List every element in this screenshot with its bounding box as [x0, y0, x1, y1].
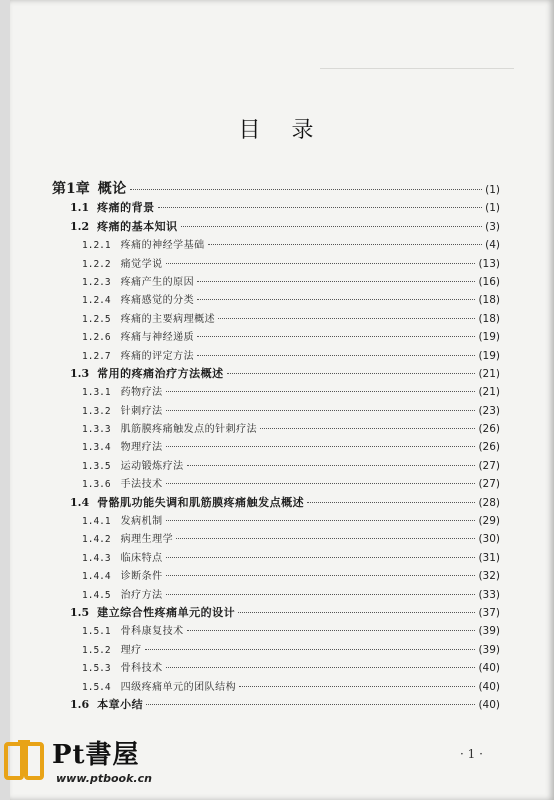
toc-entry-page: (40)	[478, 662, 500, 675]
toc-sub-entry[interactable]	[52, 512, 500, 530]
dot-leader	[218, 317, 475, 319]
toc-sub-entry[interactable]	[52, 678, 500, 696]
page-number: · 1 ·	[460, 747, 483, 761]
toc-entry-label: 发病机制	[120, 516, 163, 528]
toc-section-entry[interactable]	[52, 199, 500, 217]
dot-leader	[181, 225, 482, 227]
dot-leader	[166, 556, 476, 558]
dot-leader	[166, 262, 476, 264]
toc-entry-page: (31)	[478, 551, 500, 564]
toc-entry-number: 1.2.4	[82, 295, 111, 307]
toc-entry-page: (1)	[485, 202, 500, 215]
toc-sub-entry[interactable]	[52, 420, 500, 438]
toc-entry-label: 骨骼肌功能失调和肌筋膜疼痛触发点概述	[97, 495, 305, 509]
dot-leader	[130, 188, 482, 190]
toc-entry-page: (23)	[478, 404, 500, 417]
toc-entry-number: 1.4.3	[82, 552, 111, 564]
dot-leader	[197, 280, 475, 282]
dot-leader	[166, 666, 476, 668]
toc-entry-label: 肌筋膜疼痛触发点的针刺疗法	[120, 424, 258, 436]
toc-entry-page: (26)	[478, 441, 500, 454]
toc-entry-label: 疼痛的神经学基础	[120, 240, 205, 252]
toc-entry-number: 1.3.6	[82, 479, 111, 491]
toc-sub-entry[interactable]	[52, 402, 500, 420]
toc-entry-label: 物理疗法	[120, 442, 163, 454]
book-page	[10, 0, 554, 800]
toc-entry-number: 1.3.2	[82, 405, 111, 417]
toc-sub-entry[interactable]	[52, 475, 500, 493]
toc-entry-page: (18)	[478, 294, 500, 307]
toc-entry-label: 建立综合性疼痛单元的设计	[97, 605, 236, 619]
toc-entry-label: 疼痛的基本知识	[97, 219, 178, 233]
toc-entry-label: 临床特点	[120, 552, 163, 564]
toc-entry-page: (30)	[478, 533, 500, 546]
toc-entry-page: (27)	[478, 478, 500, 491]
toc-entry-label: 针刺疗法	[120, 405, 163, 417]
toc-entry-number: 1.3	[70, 366, 90, 380]
dot-leader	[158, 206, 482, 208]
toc-entry-label: 疼痛的主要病理概述	[120, 313, 216, 325]
toc-section-entry[interactable]	[52, 218, 500, 236]
toc-sub-entry[interactable]	[52, 567, 500, 585]
toc-entry-label: 疼痛与神经递质	[120, 332, 195, 344]
toc-section-entry[interactable]	[52, 604, 500, 622]
toc-entry-label: 骨科康复技术	[120, 626, 184, 638]
toc-sub-entry[interactable]	[52, 236, 500, 254]
toc-entry-number: 1.4.4	[82, 571, 111, 583]
toc-entry-number: 1.4.1	[82, 516, 111, 528]
toc-entry-page: (39)	[478, 643, 500, 656]
toc-entry-page: (26)	[478, 423, 500, 436]
toc-entry-number: 1.2.2	[82, 258, 111, 270]
toc-entry-page: (29)	[478, 515, 500, 528]
toc-entry-page: (32)	[478, 570, 500, 583]
dot-leader	[166, 519, 476, 521]
toc-section-entry[interactable]	[52, 365, 500, 383]
toc-sub-entry[interactable]	[52, 255, 500, 273]
toc-entry-number: 1.5.3	[82, 663, 111, 675]
toc-sub-entry[interactable]	[52, 310, 500, 328]
toc-sub-entry[interactable]	[52, 383, 500, 401]
dot-leader	[166, 574, 476, 576]
toc-sub-entry[interactable]	[52, 328, 500, 346]
toc-sub-entry[interactable]	[52, 622, 500, 640]
toc-sub-entry[interactable]	[52, 438, 500, 456]
toc-entry-page: (19)	[478, 349, 500, 362]
dot-leader	[197, 298, 475, 300]
toc-sub-entry[interactable]	[52, 457, 500, 475]
toc-sub-entry[interactable]	[52, 549, 500, 567]
toc-entry-number: 1.2.1	[82, 240, 111, 252]
toc-entry-number: 1.3.1	[82, 387, 111, 399]
toc-entry-number: 1.1	[70, 201, 90, 215]
toc-entry-page: (21)	[478, 386, 500, 399]
toc-chapter-entry[interactable]	[52, 180, 500, 198]
toc-entry-number: 1.2.6	[82, 332, 111, 344]
toc-entry-label: 疼痛的评定方法	[120, 350, 195, 362]
toc-entry-number: 1.3.5	[82, 460, 111, 472]
toc-sub-entry[interactable]	[52, 586, 500, 604]
book-logo-icon	[4, 738, 44, 782]
dot-leader	[146, 703, 475, 705]
toc-entry-label: 疼痛感觉的分类	[120, 295, 195, 307]
toc-entry-number: 1.2	[70, 219, 90, 233]
toc-entry-page: (27)	[478, 459, 500, 472]
toc-entry-page: (4)	[485, 239, 500, 252]
toc-entry-page: (1)	[485, 184, 500, 196]
toc-entry-label: 疼痛产生的原因	[120, 276, 195, 288]
toc-sub-entry[interactable]	[52, 641, 500, 659]
toc-entry-number: 1.4	[70, 495, 90, 509]
toc-entry-number: 1.4.5	[82, 589, 111, 601]
dot-leader	[187, 629, 476, 631]
toc-entry-label: 痛觉学说	[120, 258, 163, 270]
dot-leader	[145, 648, 476, 650]
toc-entry-number: 1.2.3	[82, 276, 111, 288]
toc-entry-page: (13)	[478, 257, 500, 270]
toc-entry-label: 治疗方法	[120, 589, 163, 601]
watermark-url: www.ptbook.cn	[56, 772, 152, 785]
toc-sub-entry[interactable]	[52, 659, 500, 677]
toc-entry-page: (16)	[478, 275, 500, 288]
toc-entry-label: 药物疗法	[120, 387, 163, 399]
toc-entry-label: 概论	[97, 181, 127, 197]
toc-entry-page: (40)	[478, 698, 500, 711]
toc-entry-page: (33)	[478, 588, 500, 601]
toc-entry-number: 1.3.4	[82, 442, 111, 454]
toc-entry-number: 1.6	[70, 697, 90, 711]
toc-entry-label: 运动锻炼疗法	[120, 460, 184, 472]
toc-entry-label: 骨科技术	[120, 663, 163, 675]
dot-leader	[197, 354, 475, 356]
toc-entry-page: (21)	[478, 367, 500, 380]
toc-entry-label: 疼痛的背景	[97, 201, 155, 215]
toc-entry-number: 1.5.4	[82, 681, 111, 693]
dot-leader	[307, 501, 475, 503]
dot-leader	[166, 390, 476, 392]
toc-sub-entry[interactable]	[52, 347, 500, 365]
dot-leader	[166, 409, 476, 411]
dot-leader	[208, 243, 483, 245]
toc-entry-page: (39)	[478, 625, 500, 638]
page-title: 目 录	[238, 118, 326, 143]
toc-entry-page: (37)	[478, 606, 500, 619]
dot-leader	[176, 537, 475, 539]
dot-leader	[166, 593, 476, 595]
dot-leader	[166, 482, 476, 484]
toc-entry-page: (19)	[478, 331, 500, 344]
toc-sub-entry[interactable]	[52, 530, 500, 548]
toc-section-entry[interactable]	[52, 494, 500, 512]
dot-leader	[187, 464, 476, 466]
watermark	[0, 730, 200, 790]
toc-entry-number: 1.5.1	[82, 626, 111, 638]
dot-leader	[239, 685, 475, 687]
toc-entry-page: (3)	[485, 220, 500, 233]
toc-entry-label: 本章小结	[97, 697, 144, 711]
toc-entry-number: 1.2.5	[82, 313, 111, 325]
toc-entry-number: 1.5.2	[82, 644, 111, 656]
dot-leader	[227, 372, 476, 374]
toc-sub-entry[interactable]	[52, 291, 500, 309]
toc-entry-page: (40)	[478, 680, 500, 693]
toc-section-entry[interactable]	[52, 696, 500, 714]
toc-entry-label: 病理生理学	[120, 534, 174, 546]
toc-entry-number: 1.5	[70, 605, 90, 619]
toc-entry-number: 1.2.7	[82, 350, 111, 362]
toc-entry-label: 理疗	[120, 644, 142, 656]
toc-entry-label: 四级疼痛单元的团队结构	[120, 681, 237, 693]
watermark-title: Pt書屋	[52, 740, 140, 770]
toc-entry-label: 常用的疼痛治疗方法概述	[97, 366, 224, 380]
toc-entry-page: (18)	[478, 312, 500, 325]
toc-entry-number: 1.4.2	[82, 534, 111, 546]
bleed-through-rule	[320, 68, 514, 69]
toc-entry-number: 1.3.3	[82, 424, 111, 436]
table-of-contents	[52, 180, 500, 714]
dot-leader	[166, 445, 476, 447]
toc-entry-label: 诊断条件	[120, 571, 163, 583]
toc-entry-number: 第1章	[52, 181, 90, 197]
toc-sub-entry[interactable]	[52, 273, 500, 291]
dot-leader	[260, 427, 475, 429]
toc-entry-page: (28)	[478, 496, 500, 509]
dot-leader	[197, 335, 475, 337]
toc-entry-label: 手法技术	[120, 479, 163, 491]
dot-leader	[238, 611, 475, 613]
